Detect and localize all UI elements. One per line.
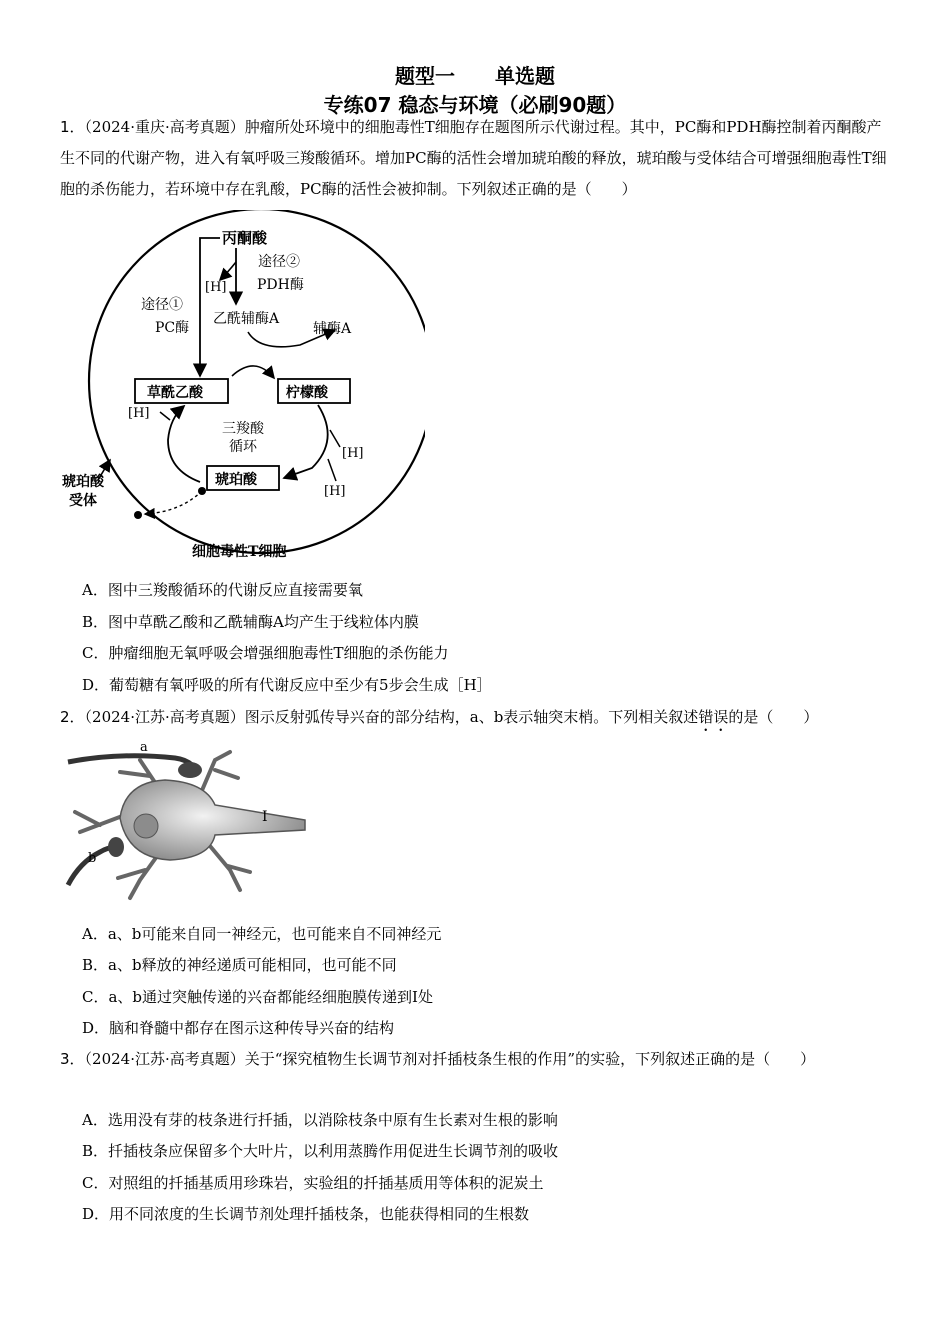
- pyruvate-label: 丙酮酸: [222, 229, 268, 247]
- q1-option-b[interactable]: B．图中草酰乙酸和乙酰辅酶A均产生于线粒体内膜: [82, 613, 419, 631]
- tca-cycle-diagram: [55, 210, 425, 565]
- label-b: b: [88, 851, 97, 866]
- question-number: 3．: [60, 1050, 85, 1068]
- oxaloacetate-box: 草酰乙酸: [147, 385, 203, 401]
- section-title: 题型一 单选题: [395, 64, 555, 88]
- question-number: 1．: [60, 118, 85, 136]
- tca-label-line1: 三羧酸: [222, 421, 264, 437]
- acetyl-coa-label: 乙酰辅酶A: [213, 311, 280, 327]
- q1-option-d[interactable]: D．葡萄糖有氧呼吸的所有代谢反应中至少有5步会生成［H］: [82, 676, 492, 694]
- q2-option-c[interactable]: C．a、b通过突触传递的兴奋都能经细胞膜传递到Ⅰ处: [82, 988, 433, 1006]
- question-text: （2024·江苏·高考真题）关于“探究植物生长调节剂对扦插枝条生根的作用”的实验，下列叙述正确的是（ ）: [84, 1050, 816, 1068]
- pc-enzyme-label: PC酶: [155, 320, 190, 336]
- succinate-box: 琥珀酸: [215, 472, 257, 488]
- h-label-left: [H]: [128, 406, 150, 421]
- question-text-emphasis: 错误: [698, 708, 729, 726]
- question-text-part1: （2024·江苏·高考真题）图示反射弧传导兴奋的部分结构，a、b表示轴突末梢。下列相关叙述: [84, 708, 699, 726]
- coa-label: 辅酶A: [313, 321, 352, 337]
- h-label-right-2: [H]: [324, 484, 346, 499]
- question-1-stem: [60, 112, 890, 205]
- receptor-label-line2: 受体: [69, 493, 97, 509]
- pdh-enzyme-label: PDH酶: [257, 277, 304, 293]
- h-label-right-1: [H]: [342, 446, 364, 461]
- q2-option-b[interactable]: B．a、b释放的神经递质可能相同，也可能不同: [82, 956, 397, 974]
- q1-option-c[interactable]: C．肿瘤细胞无氧呼吸会增强细胞毒性T细胞的杀伤能力: [82, 644, 449, 662]
- q2-option-a[interactable]: A．a、b可能来自同一神经元，也可能来自不同神经元: [82, 925, 442, 943]
- tca-label-line2: 循环: [229, 439, 257, 455]
- neuron-diagram: [60, 735, 315, 910]
- route-1-label: 途径①: [141, 297, 183, 313]
- q3-option-a[interactable]: A．选用没有芽的枝条进行扦插，以消除枝条中原有生长素对生根的影响: [82, 1111, 558, 1129]
- q2-option-d[interactable]: D．脑和脊髓中都存在图示这种传导兴奋的结构: [82, 1019, 395, 1037]
- label-I: I: [262, 809, 268, 825]
- question-2-stem: [60, 702, 890, 735]
- citrate-box: 柠檬酸: [286, 385, 328, 401]
- h-label-top: [H]: [205, 280, 227, 295]
- q3-option-b[interactable]: B．扦插枝条应保留多个大叶片，以利用蒸腾作用促进生长调节剂的吸收: [82, 1142, 559, 1160]
- question-text: （2024·重庆·高考真题）肿瘤所处环境中的细胞毒性T细胞存在题图所示代谢过程。其中，PC酶和PDH酶控制着丙酮酸产生不同的代谢产物，进入有氧呼吸三羧酸循环。增加PC酶的活性会增加琥珀酸的释放，琥珀酸与受体结合可增强细胞毒性T细胞的杀伤能力，若环境中存在乳酸，PC酶的活性会被抑制。下列叙述正确的是（ ）: [60, 118, 887, 198]
- section-subtitle: 专练07 稳态与环境（必刷90题）: [323, 93, 627, 117]
- q1-option-a[interactable]: A．图中三羧酸循环的代谢反应直接需要氧: [82, 581, 363, 599]
- question-3-stem: [60, 1044, 890, 1075]
- q3-option-d[interactable]: D．用不同浓度的生长调节剂处理扦插枝条，也能获得相同的生根数: [82, 1205, 530, 1223]
- cell-label: 细胞毒性T细胞: [192, 544, 287, 560]
- route-2-label: 途径②: [258, 254, 300, 270]
- receptor-label-line1: 琥珀酸: [62, 474, 104, 490]
- question-number: 2．: [60, 708, 85, 726]
- question-text-part2: 的是（ ）: [728, 708, 819, 726]
- label-a: a: [140, 740, 148, 755]
- q3-option-c[interactable]: C．对照组的扦插基质用珍珠岩，实验组的扦插基质用等体积的泥炭土: [82, 1174, 544, 1192]
